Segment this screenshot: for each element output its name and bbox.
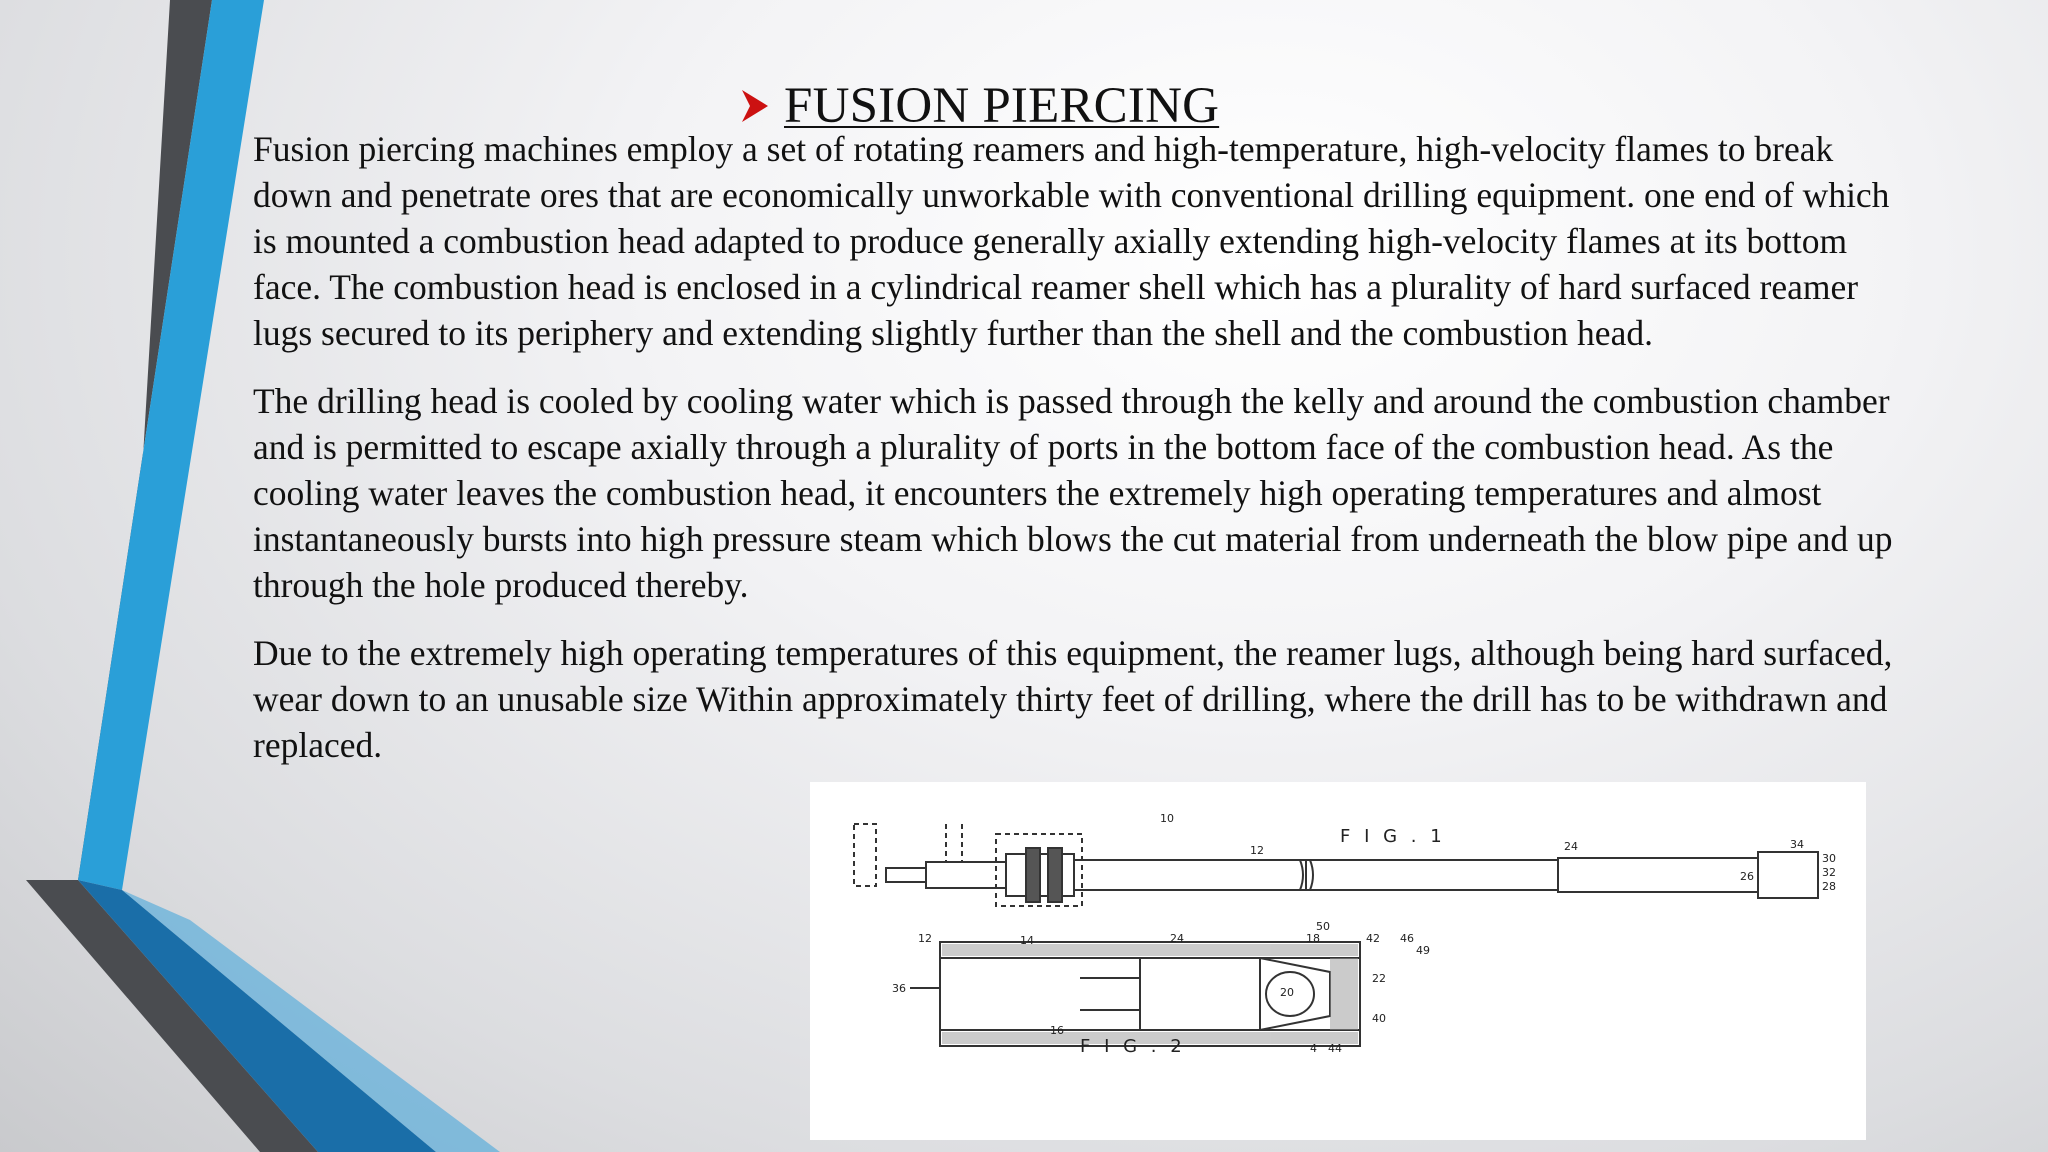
ref-10: 10 [1160,812,1174,825]
ref-49: 49 [1416,944,1430,957]
ref-28: 28 [1822,880,1836,893]
fig1-drawing [854,824,1818,906]
ref-12b: 12 [918,932,932,945]
drill-diagram [810,782,1866,1140]
ref-26: 26 [1740,870,1754,883]
ref-30: 30 [1822,852,1836,865]
slide-title-text: FUSION PIERCING [784,77,1220,134]
body-text [253,126,1913,790]
fig2-label: F I G . 2 [1080,1036,1186,1057]
ref-22: 22 [1372,972,1386,985]
arrowhead-bullet-icon [740,86,770,126]
ref-34: 34 [1790,838,1804,851]
paragraph-2: The drilling head is cooled by cooling water which is passed through the kelly and around the combustion chamber and is permitted to escape axially through a plurality of ports in the bottom face of the combustion head. As the cooling water leaves the combustion head, it encounters the extremely high operating temperatures and almost instantaneously bursts into high pressure steam which blows the cut material from underneath the blow pipe and up through the hole produced thereby. [253,381,1893,605]
ref-50: 50 [1316,920,1330,933]
ref-18: 18 [1306,932,1320,945]
ref-36: 36 [892,982,906,995]
ref-24b: 24 [1170,932,1184,945]
ref-32: 32 [1822,866,1836,879]
paragraph-1: Fusion piercing machines employ a set of rotating reamers and high-temperature, high-velocity flames to break down and penetrate ores that are economically unworkable with conventional drilling equipment. one end of which is mounted a combustion head adapted to produce generally axially extending high-velocity flames at its bottom face. The combustion head is enclosed in a cylindrical reamer shell which has a plurality of hard surfaced reamer lugs secured to its periphery and extending slightly further than the shell and the combustion head. [253,129,1890,353]
ref-24: 24 [1564,840,1578,853]
ref-42: 42 [1366,932,1380,945]
paragraph-3: Due to the extremely high operating temperatures of this equipment, the reamer lugs, although being hard surfaced, wear down to an unusable size Within approximately thirty feet of drilling, where the drill has to be withdrawn and replaced. [253,633,1893,765]
patent-drawing-figure [810,782,1866,1140]
ref-12: 12 [1250,844,1264,857]
ref-46: 46 [1400,932,1414,945]
fig1-label: F I G . 1 [1340,826,1446,847]
ref-16: 16 [1050,1024,1064,1037]
ref-44: 44 [1328,1042,1342,1055]
ref-4: 4 [1310,1042,1317,1055]
ref-20: 20 [1280,986,1294,999]
ref-14: 14 [1020,934,1034,947]
ref-40: 40 [1372,1012,1386,1025]
